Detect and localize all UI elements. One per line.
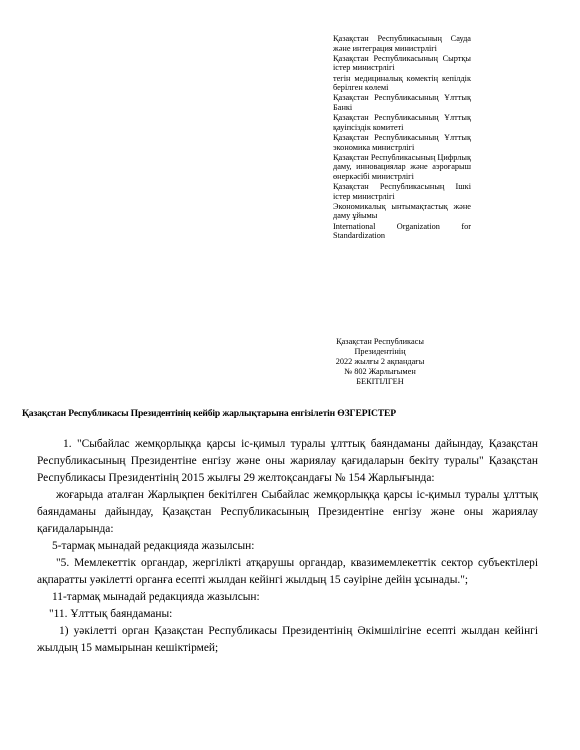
paragraph: жоғарыда аталған Жарлықпен бекітілген Сыбайлас жемқорлыққа қарсы іс-қимыл туралы ұлттық баяндаманы дайындау, Қазақстан Республикасының Президентіне енгізу және оны жариялау қағидаларында: [37, 489, 538, 535]
recipient-item: Экономикалық ынтымақтастық және даму ұйымы [333, 201, 471, 221]
recipient-item: International Organization for Standardization [333, 221, 471, 241]
paragraph: 1. "Сыбайлас жемқорлыққа қарсы іс-қимыл туралы ұлттық баяндаманы дайындау, Қазақстан Республикасының Президентіне енгізу және оны жариялау қағидаларын бекіту туралы" Қазақстан Республикасы Президентінің 2015 жылғы 29 желтоқсандағы № 154 Жарлығында: [37, 438, 538, 484]
document-body [37, 436, 538, 657]
recipient-item: тегін медициналық көмектің кепілдік берілген көлемі [333, 73, 471, 93]
paragraph: 11-тармақ мынадай редакцияда жазылсын: [52, 591, 260, 603]
approval-line: 2022 жылғы 2 ақпандағы [335, 357, 425, 366]
recipient-item: Қазақстан Республикасының Цифрлық даму, инновациялар және аэроғарыш өнеркәсібі министрлігі [333, 152, 471, 181]
recipient-item: Қазақстан Республикасының Ұлттық қауіпсіздік комитеті [333, 113, 471, 132]
recipient-item: Қазақстан Республикасының Ішкі істер министрлігі [333, 182, 471, 201]
recipient-list [333, 34, 471, 241]
approval-stamp-text [325, 337, 435, 387]
approval-line: БЕКІТІЛГЕН [356, 377, 404, 386]
recipient-item: Қазақстан Республикасының Сыртқы істер министрлігі [333, 53, 471, 73]
paragraph: "5. Мемлекеттік органдар, жергілікті атқарушы органдар, квазимемлекеттік сектор субъектілері ақпаратты уәкілетті органға есепті жылдан кейінгі жылдың 15 сәуіріне дейін ұсынады."; [37, 557, 538, 586]
paragraph: 1) уәкілетті орган Қазақстан Республикасы Президентінің Әкімшілігіне есепті жылдан кейінгі жылдың 15 мамырынан кешіктірмей; [37, 625, 538, 654]
paragraph: "11. Ұлттық баяндаманы: [49, 608, 173, 620]
recipient-item: Қазақстан Республикасының Ұлттық экономика министрлігі [333, 132, 471, 152]
recipient-item: Қазақстан Республикасының Ұлттық Банкі [333, 93, 471, 112]
paragraph: 5-тармақ мынадай редакцияда жазылсын: [52, 540, 255, 552]
approval-line: Президентінің [354, 347, 406, 356]
recipient-item: Қазақстан Республикасының Сауда және интеграция министрлігі [333, 34, 471, 53]
approval-line: № 802 Жарлығымен [344, 367, 416, 376]
approval-line: Қазақстан Республикасы [336, 337, 424, 346]
document-title: Қазақстан Республикасы Президентінің кейбір жарлықтарына енгізілетін ӨЗГЕРІСТЕР [22, 408, 397, 419]
